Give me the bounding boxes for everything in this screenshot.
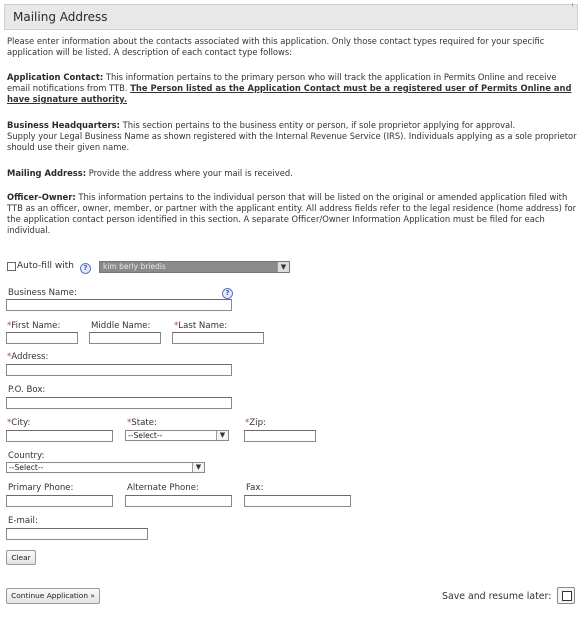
first-name-input[interactable]	[6, 332, 78, 344]
zip-input[interactable]	[244, 430, 316, 442]
business-headquarters-text: This section pertains to the business entity or person, if sole proprietor applying for approval.	[119, 120, 516, 130]
application-contact-label: Application Contact:	[7, 72, 104, 82]
city-input[interactable]	[6, 430, 113, 442]
officer-owner-description	[7, 192, 579, 236]
business-headquarters-description	[7, 120, 579, 153]
po-box-input[interactable]	[6, 397, 232, 409]
intro-text: Please enter information about the contacts associated with this application. Only those contact types required for your specific application will be listed. A description of each contact type follows:	[7, 36, 545, 57]
alternate-phone-label: Alternate Phone:	[127, 483, 199, 493]
officer-owner-text: This information pertains to the individual person that will be listed on the original or amended application filed with TTB as an officer, owner, member, or partner with the applicant entity. All address fields refer to the legal residence (home address) for the application contact person identified in this section. A separate Officer/Owner Information Application must be filed for each individual.	[7, 192, 577, 235]
middle-name-label: Middle Name:	[91, 321, 151, 331]
section-header	[4, 4, 578, 30]
business-name-help-icon[interactable]: ?	[222, 288, 233, 299]
autofill-checkbox[interactable]	[7, 262, 16, 271]
chevron-down-icon: ▼	[192, 463, 204, 472]
state-selected-value: --Select--	[128, 431, 163, 440]
header-divider	[572, 3, 573, 7]
mailing-address-description	[7, 168, 579, 179]
alternate-phone-input[interactable]	[125, 495, 232, 507]
autofill-help-icon[interactable]: ?	[80, 263, 91, 274]
application-contact-description	[7, 72, 579, 105]
last-name-label: *Last Name:	[174, 321, 228, 331]
save-resume-icon[interactable]	[557, 587, 575, 604]
city-label: *City:	[7, 418, 31, 428]
address-input[interactable]	[6, 364, 232, 376]
country-label: Country:	[8, 451, 45, 461]
country-select[interactable]	[6, 462, 205, 473]
email-label: E-mail:	[8, 516, 38, 526]
last-name-input[interactable]	[172, 332, 264, 344]
middle-name-input[interactable]	[89, 332, 161, 344]
zip-label: *Zip:	[245, 418, 266, 428]
email-input[interactable]	[6, 528, 148, 540]
save-resume-label: Save and resume later:	[442, 591, 552, 602]
chevron-down-icon: ▼	[277, 262, 289, 272]
application-contact-text: This information pertains to the primary person who will track the application in Permits Online and receive email notifications from TTB.	[7, 72, 557, 93]
address-label: *Address:	[7, 352, 49, 362]
intro-paragraph	[7, 36, 579, 58]
autofill-select[interactable]	[99, 261, 290, 273]
officer-owner-label: Officer-Owner:	[7, 192, 76, 202]
po-box-label: P.O. Box:	[8, 385, 46, 395]
clear-button[interactable]: Clear	[6, 550, 36, 565]
mailing-address-text: Provide the address where your mail is received.	[86, 168, 293, 178]
first-name-label: *First Name:	[7, 321, 61, 331]
state-select[interactable]	[125, 430, 229, 441]
primary-phone-label: Primary Phone:	[8, 483, 74, 493]
business-headquarters-text-2: Supply your Legal Business Name as shown registered with the Internal Revenue Service (IRS). Individuals applying as a sole proprietor should use their given name.	[7, 131, 577, 152]
chevron-down-icon: ▼	[216, 431, 228, 440]
mailing-address-label: Mailing Address:	[7, 168, 87, 178]
fax-input[interactable]	[244, 495, 351, 507]
country-selected-value: --Select--	[9, 463, 44, 472]
autofill-label: Auto-fill with	[17, 261, 74, 271]
application-contact-emphasis: The Person listed as the Application Contact must be a registered user of Permits Online and have signature authority.	[7, 83, 572, 104]
state-label: *State:	[127, 418, 157, 428]
business-headquarters-label: Business Headquarters:	[7, 120, 120, 130]
primary-phone-input[interactable]	[6, 495, 113, 507]
business-name-label: Business Name:	[8, 288, 77, 298]
continue-application-button[interactable]: Continue Application »	[6, 588, 100, 604]
autofill-selected-value: kim berly briedis	[103, 262, 166, 271]
section-title: Mailing Address	[13, 10, 108, 24]
fax-label: Fax:	[246, 483, 264, 493]
business-name-input[interactable]	[6, 299, 232, 311]
